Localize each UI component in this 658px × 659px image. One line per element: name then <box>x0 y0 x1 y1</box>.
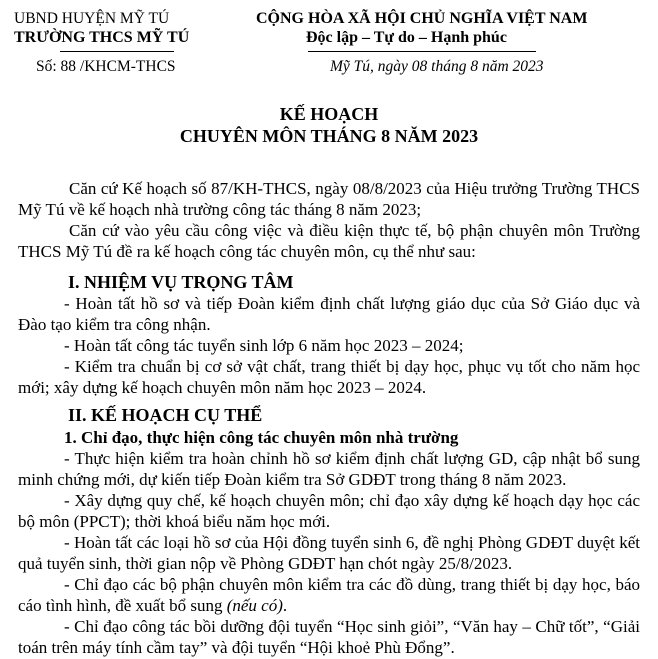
list-item-note: (nếu có) <box>226 595 283 615</box>
preamble-paragraph: Căn cứ vào yêu cầu công việc và điều kiện thực tế, bộ phận chuyên môn Trường THCS Mỹ Tú đề ra kế hoạch công tác chuyên môn, cụ thể như sau: <box>18 221 640 261</box>
list-item: - Hoàn tất các loại hồ sơ của Hội đồng tuyển sinh 6, đề nghị Phòng GDĐT duyệt kết quả tuyển sinh, thời gian nộp về Phòng GDĐT hạn chót ngày 25/8/2023. <box>18 533 640 573</box>
school-underline <box>60 51 174 52</box>
motto-underline <box>308 51 536 52</box>
preamble-paragraph: Căn cứ Kế hoạch số 87/KH-THCS, ngày 08/8/2023 của Hiệu trưởng Trường THCS Mỹ Tú về kế hoạch nhà trường công tác tháng 8 năm 2023; <box>18 179 640 219</box>
place-date: Mỹ Tú, ngày 08 tháng 8 năm 2023 <box>330 58 544 75</box>
national-motto: Độc lập – Tự do – Hạnh phúc <box>306 29 507 46</box>
list-item: - Chỉ đạo công tác bồi dưỡng đội tuyển “Học sinh giỏi”, “Văn hay – Chữ tốt”, “Giải toán trên máy tính cầm tay” và đội tuyển “Hội khoẻ Phù Đổng”. <box>18 617 640 657</box>
section-heading: II. KẾ HOẠCH CỤ THỂ <box>68 405 263 425</box>
list-item: - Thực hiện kiểm tra hoàn chỉnh hồ sơ kiểm định chất lượng GD, cập nhật bổ sung minh chứng mới, dự kiến tiếp Đoàn kiểm tra Sở GDĐT trong tháng 8 năm 2023. <box>18 449 640 489</box>
list-item: - Kiểm tra chuẩn bị cơ sở vật chất, trang thiết bị dạy học, phục vụ tốt cho năm học mới; xây dựng kế hoạch chuyên môn năm học 2023 – 2024. <box>18 357 640 397</box>
document-subtitle: CHUYÊN MÔN THÁNG 8 NĂM 2023 <box>179 126 479 146</box>
section-heading: I. NHIỆM VỤ TRỌNG TÂM <box>68 272 294 292</box>
list-item: - Hoàn tất công tác tuyển sinh lớp 6 năm học 2023 – 2024; <box>64 336 464 355</box>
org-name: UBND HUYỆN MỸ TÚ <box>14 10 170 27</box>
list-item-text: - Chỉ đạo các bộ phận chuyên môn kiểm tra các đồ dùng, trang thiết bị dạy học, báo cáo tình hình, đề xuất bổ sung <box>18 575 640 615</box>
document-title: KẾ HOẠCH <box>279 104 379 124</box>
school-name: TRƯỜNG THCS MỸ TÚ <box>14 29 190 46</box>
document-number: Số: 88 /KHCM-THCS <box>36 58 176 75</box>
nation-name: CỘNG HÒA XÃ HỘI CHỦ NGHĨA VIỆT NAM <box>256 10 588 27</box>
list-item: - Xây dựng quy chế, kế hoạch chuyên môn; chỉ đạo xây dựng kế hoạch dạy học các bộ môn (PPCT); thời khoá biểu năm học mới. <box>18 491 640 531</box>
list-item: - Hoàn tất hồ sơ và tiếp Đoàn kiểm định chất lượng giáo dục của Sở Giáo dục và Đào tạo kiểm tra công nhận. <box>18 294 640 334</box>
list-item <box>18 575 640 617</box>
subsection-heading: 1. Chỉ đạo, thực hiện công tác chuyên môn nhà trường <box>64 428 459 447</box>
list-item-end: . <box>282 595 288 615</box>
